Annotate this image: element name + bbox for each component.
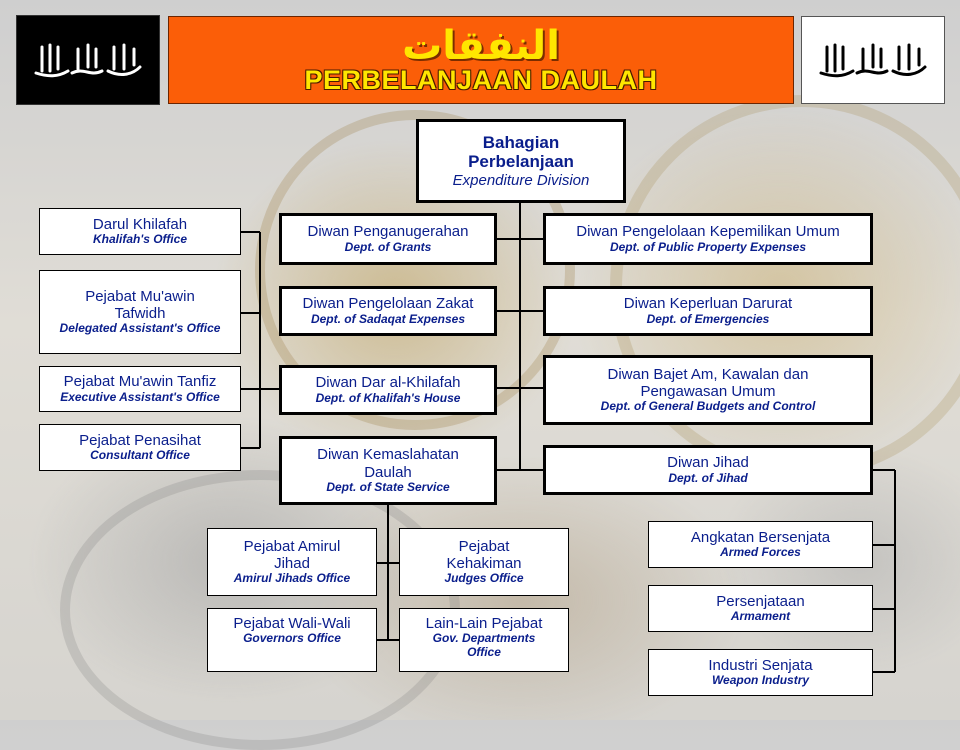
- node-title: Pejabat Mu'awin Tafwidh: [85, 287, 195, 323]
- node-branch-armed-forces: [648, 521, 873, 568]
- node-title: Diwan Penganugerahan: [307, 223, 469, 241]
- node-title: Diwan Pengelolaan Kepemilikan Umum: [576, 223, 840, 241]
- node-dept-jihad: [543, 445, 873, 495]
- header-title-arabic: النفقات: [402, 22, 560, 69]
- node-subtitle: Khalifah's Office: [93, 232, 187, 247]
- node-subtitle: Dept. of Jihad: [668, 470, 748, 485]
- node-subtitle: Expenditure Division: [452, 171, 590, 189]
- node-dept-zakat: [279, 286, 497, 336]
- node-office-amirul-jihad: [207, 528, 377, 596]
- node-subtitle: Gov. Departments Office: [432, 631, 536, 660]
- node-office-darul-khilafah: [39, 208, 241, 255]
- node-subtitle: Armed Forces: [720, 545, 801, 560]
- node-office-muawin-tafwidh: [39, 270, 241, 354]
- node-title: Pejabat Mu'awin Tanfiz: [63, 373, 217, 391]
- node-title: Pejabat Wali-Wali: [233, 615, 351, 632]
- node-title: Pejabat Penasihat: [79, 431, 201, 449]
- node-subtitle: Amirul Jihads Office: [233, 571, 351, 586]
- node-office-penasihat: [39, 424, 241, 471]
- header-title-malay: PERBELANJAAN DAULAH: [304, 64, 658, 95]
- node-subtitle: Dept. of Public Property Expenses: [609, 239, 807, 254]
- node-office-lain-lain: [399, 608, 569, 672]
- node-title: Diwan Bajet Am, Kawalan dan Pengawasan Umum: [607, 365, 809, 401]
- node-office-muawin-tanfiz: [39, 366, 241, 412]
- node-branch-weapon-industry: [648, 649, 873, 696]
- node-subtitle: Executive Assistant's Office: [60, 389, 220, 404]
- node-subtitle: Delegated Assistant's Office: [59, 321, 221, 336]
- node-title: Darul Khilafah: [92, 215, 188, 233]
- node-subtitle: Dept. of Khalifah's House: [315, 390, 461, 405]
- node-title: Angkatan Bersenjata: [690, 528, 831, 546]
- node-expenditure-division: [416, 119, 626, 203]
- node-subtitle: Weapon Industry: [711, 673, 810, 688]
- header-banner: [168, 16, 794, 104]
- node-title: Diwan Jihad: [667, 454, 749, 472]
- black-flag-calligraphy: [28, 37, 148, 83]
- node-dept-state-service: [279, 436, 497, 505]
- node-dept-khalifah-house: [279, 365, 497, 415]
- shahada-black-flag-icon: [16, 15, 160, 105]
- node-title: Diwan Kemaslahatan Daulah: [317, 446, 459, 481]
- node-dept-grants: [279, 213, 497, 265]
- node-subtitle: Armament: [730, 609, 791, 624]
- node-title: Diwan Dar al-Khilafah: [315, 374, 461, 392]
- node-title: Pejabat Amirul Jihad: [243, 537, 341, 573]
- node-dept-budgets: [543, 355, 873, 425]
- node-branch-armament: [648, 585, 873, 632]
- node-title: Diwan Keperluan Darurat: [623, 295, 793, 313]
- node-title: Diwan Pengelolaan Zakat: [302, 295, 474, 313]
- shahada-white-flag-icon: [801, 16, 945, 104]
- node-subtitle: Dept. of Emergencies: [646, 311, 770, 326]
- node-subtitle: Dept. of Sadaqat Expenses: [310, 311, 466, 326]
- node-subtitle: Governors Office: [243, 631, 341, 646]
- node-dept-emergencies: [543, 286, 873, 336]
- node-subtitle: Judges Office: [444, 571, 524, 586]
- node-office-kehakiman: [399, 528, 569, 596]
- node-office-wali-wali: [207, 608, 377, 672]
- white-flag-calligraphy: [813, 37, 933, 83]
- node-subtitle: Dept. of State Service: [326, 479, 450, 494]
- node-title: Bahagian Perbelanjaan: [468, 132, 574, 172]
- node-subtitle: Dept. of Grants: [344, 239, 432, 254]
- node-dept-public-property: [543, 213, 873, 265]
- node-title: Persenjataan: [716, 592, 805, 610]
- node-title: Industri Senjata: [708, 656, 813, 674]
- node-title: Lain-Lain Pejabat: [425, 615, 543, 632]
- node-subtitle: Dept. of General Budgets and Control: [600, 399, 816, 414]
- node-subtitle: Consultant Office: [90, 448, 190, 463]
- node-title: Pejabat Kehakiman: [446, 537, 522, 573]
